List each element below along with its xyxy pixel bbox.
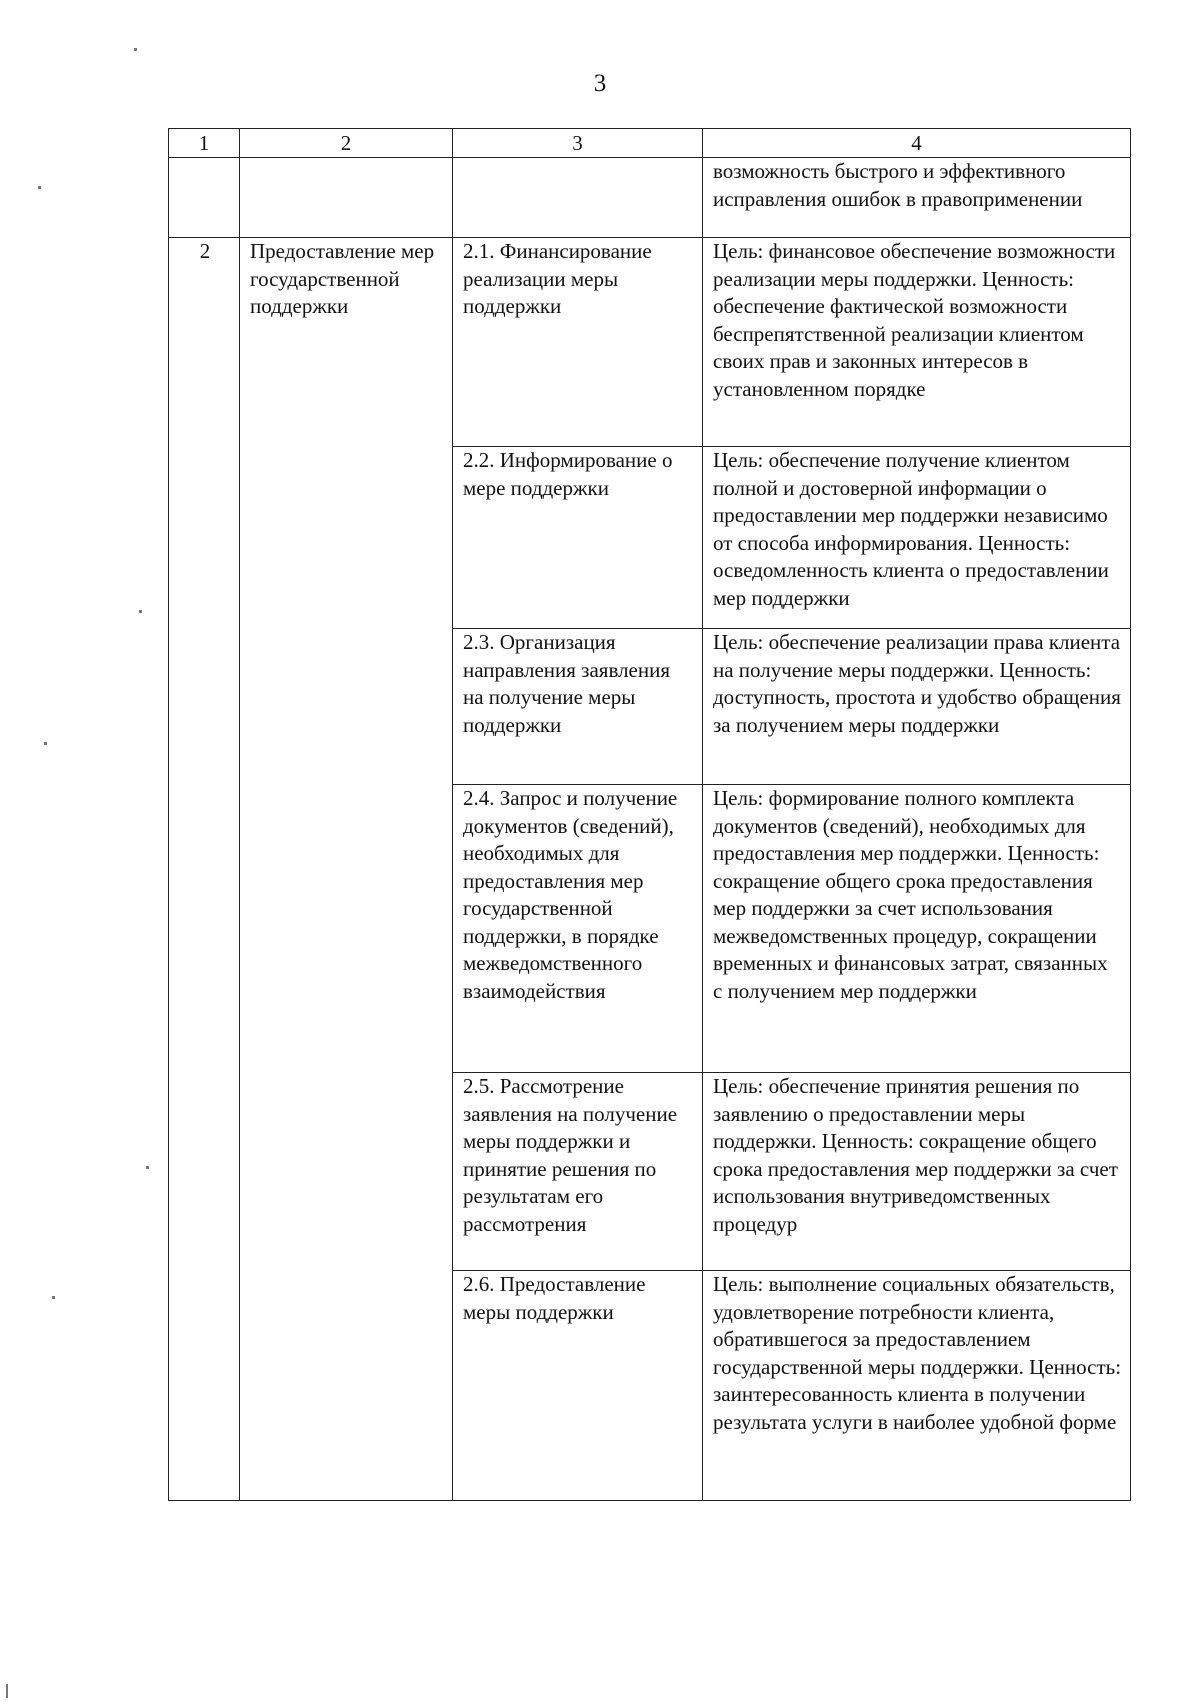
table-cell — [240, 158, 453, 238]
table-cell — [453, 158, 703, 238]
scan-speck — [146, 1166, 149, 1169]
table-cell — [169, 158, 240, 238]
measures-table — [168, 128, 1131, 1501]
stage-name: 2.1. Финансирование реализации меры поддержки — [453, 238, 703, 447]
stage-name: 2.2. Информирование о мере поддержки — [453, 447, 703, 629]
stage-description: Цель: выполнение социальных обязательств, удовлетворение потребности клиента, обратившегося за предоставлением государственной меры поддержки. Ценность: заинтересованность клиента в получении результата услуги в наиболее удобной форме — [703, 1271, 1131, 1501]
scan-speck — [52, 1296, 55, 1299]
scan-speck — [134, 48, 137, 51]
scan-speck — [139, 610, 142, 613]
column-header-1: 1 — [169, 129, 240, 158]
section-number: 2 — [169, 238, 240, 1501]
table-header-row — [169, 129, 1131, 158]
continued-description: возможность быстрого и эффективного исправления ошибок в правоприменении — [703, 158, 1131, 238]
stage-name: 2.4. Запрос и получение документов (сведений), необходимых для предоставления мер государственной поддержки, в порядке межведомственного взаимодействия — [453, 785, 703, 1073]
column-header-4: 4 — [703, 129, 1131, 158]
stage-description: Цель: обеспечение получение клиентом полной и достоверной информации о предоставлении мер поддержки независимо от способа информирования. Ценность: осведомленность клиента о предоставлении мер поддержки — [703, 447, 1131, 629]
scan-speck — [6, 1684, 8, 1698]
column-header-3: 3 — [453, 129, 703, 158]
continued-row — [169, 158, 1131, 238]
stage-description: Цель: формирование полного комплекта документов (сведений), необходимых для предоставления мер поддержки. Ценность: сокращение общего срока предоставления мер поддержки за счет использования межведомственных процедур, сокращении временных и финансовых затрат, связанных с получением мер поддержки — [703, 785, 1131, 1073]
scan-speck — [44, 742, 47, 745]
stage-description: Цель: финансовое обеспечение возможности реализации меры поддержки. Ценность: обеспечение фактической возможности беспрепятственной реализации клиентом своих прав и законных интересов в установленном порядке — [703, 238, 1131, 447]
stage-description: Цель: обеспечение реализации права клиента на получение меры поддержки. Ценность: доступность, простота и удобство обращения за получением меры поддержки — [703, 629, 1131, 785]
stage-name: 2.6. Предоставление меры поддержки — [453, 1271, 703, 1501]
section-title: Предоставление мер государственной поддержки — [240, 238, 453, 1501]
table-row — [169, 238, 1131, 447]
column-header-2: 2 — [240, 129, 453, 158]
stage-name: 2.3. Организация направления заявления на получение меры поддержки — [453, 629, 703, 785]
stage-name: 2.5. Рассмотрение заявления на получение меры поддержки и принятие решения по результатам его рассмотрения — [453, 1073, 703, 1271]
stage-description: Цель: обеспечение принятия решения по заявлению о предоставлении меры поддержки. Ценность: сокращение общего срока предоставления мер поддержки за счет использования внутриведомственных процедур — [703, 1073, 1131, 1271]
scan-speck — [38, 186, 41, 189]
page-number: 3 — [593, 70, 607, 97]
